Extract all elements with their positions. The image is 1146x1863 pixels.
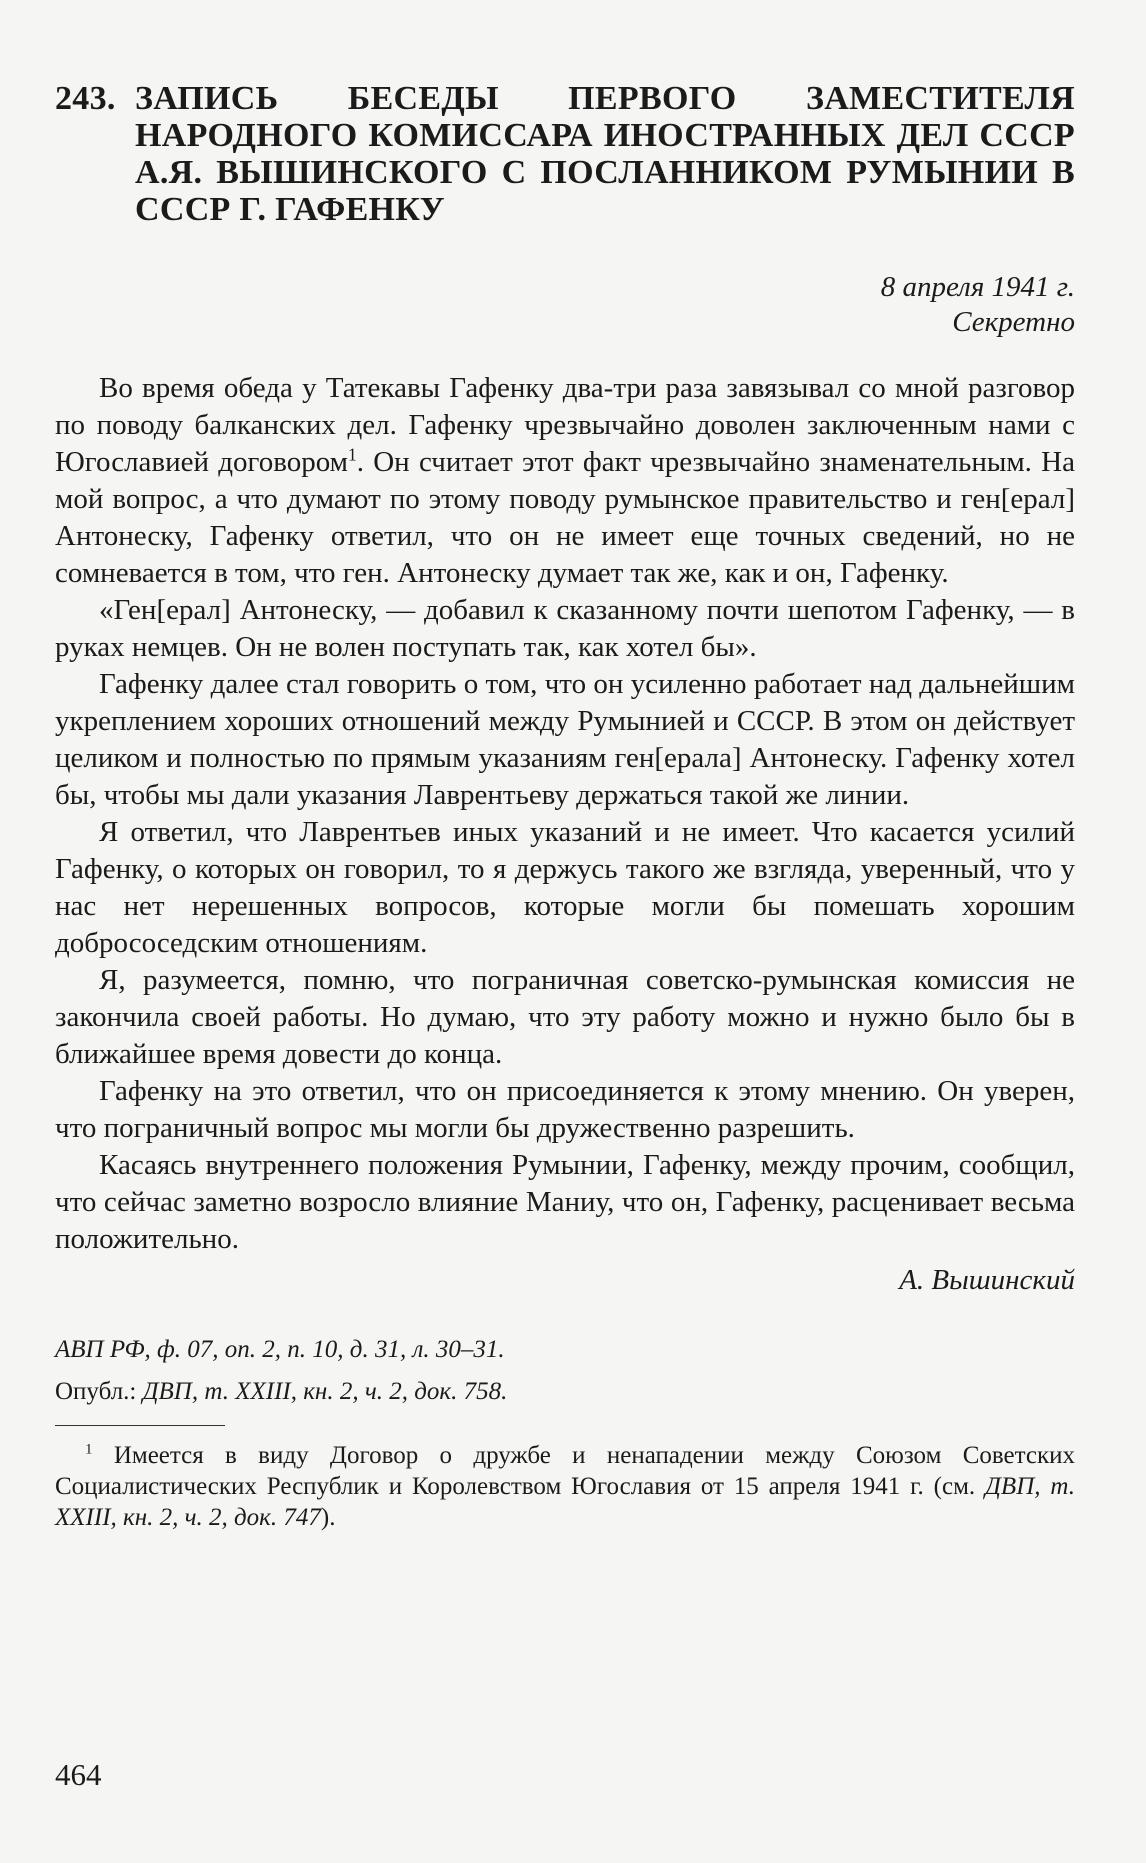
document-number: 243.: [55, 80, 116, 117]
document-body: [55, 370, 1075, 1258]
paragraph: Касаясь внутреннего положения Румынии, Гафенку, между прочим, сообщил, что сейчас заметно возросло влияние Маниу, что он, Гафенку, расценивает весьма положительно.: [55, 1149, 1075, 1255]
paragraph: Я, разумеется, помню, что пограничная советско-румынская комиссия не закончила своей работы. Но думаю, что эту работу можно и нужно было бы в ближайшее время довести до конца.: [55, 964, 1075, 1070]
signature: А. Вышинский: [899, 1264, 1075, 1296]
document-heading: [55, 80, 1075, 228]
sources-block: [55, 1335, 1075, 1407]
paragraph: Я ответил, что Лаврентьев иных указаний и не имеет. Что касается усилий Гафенку, о которых он говорил, то я держусь такого же взгляда, уверенный, что у нас нет нерешенных вопросов, которые могли бы помешать хорошим добрососедским отношениям.: [55, 816, 1075, 959]
document-page: [55, 80, 1075, 1533]
document-title: ЗАПИСЬ БЕСЕДЫ ПЕРВОГО ЗАМЕСТИТЕЛЯ НАРОДНОГО КОМИССАРА ИНОСТРАННЫХ ДЕЛ СССР А.Я. ВЫШИНСКОГО С ПОСЛАННИКОМ РУМЫНИИ В СССР Г. ГАФЕНКУ: [135, 80, 1075, 228]
page-number: 464: [55, 1757, 102, 1792]
paragraph: Гафенку на это ответил, что он присоединяется к этому мнению. Он уверен, что пограничный вопрос мы могли бы дружественно разрешить.: [55, 1075, 1075, 1144]
publication-source: Опубл.: ДВП, т. XXIII, кн. 2, ч. 2, док. 758.: [55, 1378, 508, 1405]
footnote-reference: 1: [348, 444, 357, 465]
footnote-divider: [55, 1425, 225, 1426]
document-date: 8 апреля 1941 г.: [880, 271, 1075, 303]
archive-source: АВП РФ, ф. 07, оп. 2, п. 10, д. 31, л. 30–31.: [55, 1336, 505, 1363]
paragraph: «Ген[ерал] Антонеску, — добавил к сказанному почти шепотом Гафенку, — в руках немцев. Он не волен поступать так, как хотел бы».: [55, 594, 1075, 663]
footnote-mark: 1: [85, 1441, 93, 1458]
classification-mark: Секретно: [952, 306, 1075, 338]
footnote: $^1$ Имеется в виду Договор о дружбе и ненападении между Союзом Советских Социалистических Республик и Королевством Югославия от 15 апреля 1941 г. (см. ДВП, т. XXIII, кн. 2, ч. 2, док. 747).: [55, 1441, 1075, 1531]
paragraph: Гафенку далее стал говорить о том, что он усиленно работает над дальнейшим укреплением хороших отношений между Румынией и СССР. В этом он действует целиком и полностью по прямым указаниям ген[ерала] Антонеску. Гафенку хотел бы, чтобы мы дали указания Лаврентьеву держаться такой же линии.: [55, 668, 1075, 811]
paragraph: Во время обеда у Татекавы Гафенку два-три раза завязывал со мной разговор по поводу балканских дел. Гафенку чрезвычайно доволен заключенным нами с Югославией договором$^1$. Он считает этот факт чрезвычайно знаменательным. На мой вопрос, а что думают по этому поводу румынское правительство и ген[ерал] Антонеску, Гафенку ответил, что он не имеет еще точных сведений, но не сомневается в том, что ген. Антонеску думает так же, как и он, Гафенку.: [55, 372, 1075, 589]
